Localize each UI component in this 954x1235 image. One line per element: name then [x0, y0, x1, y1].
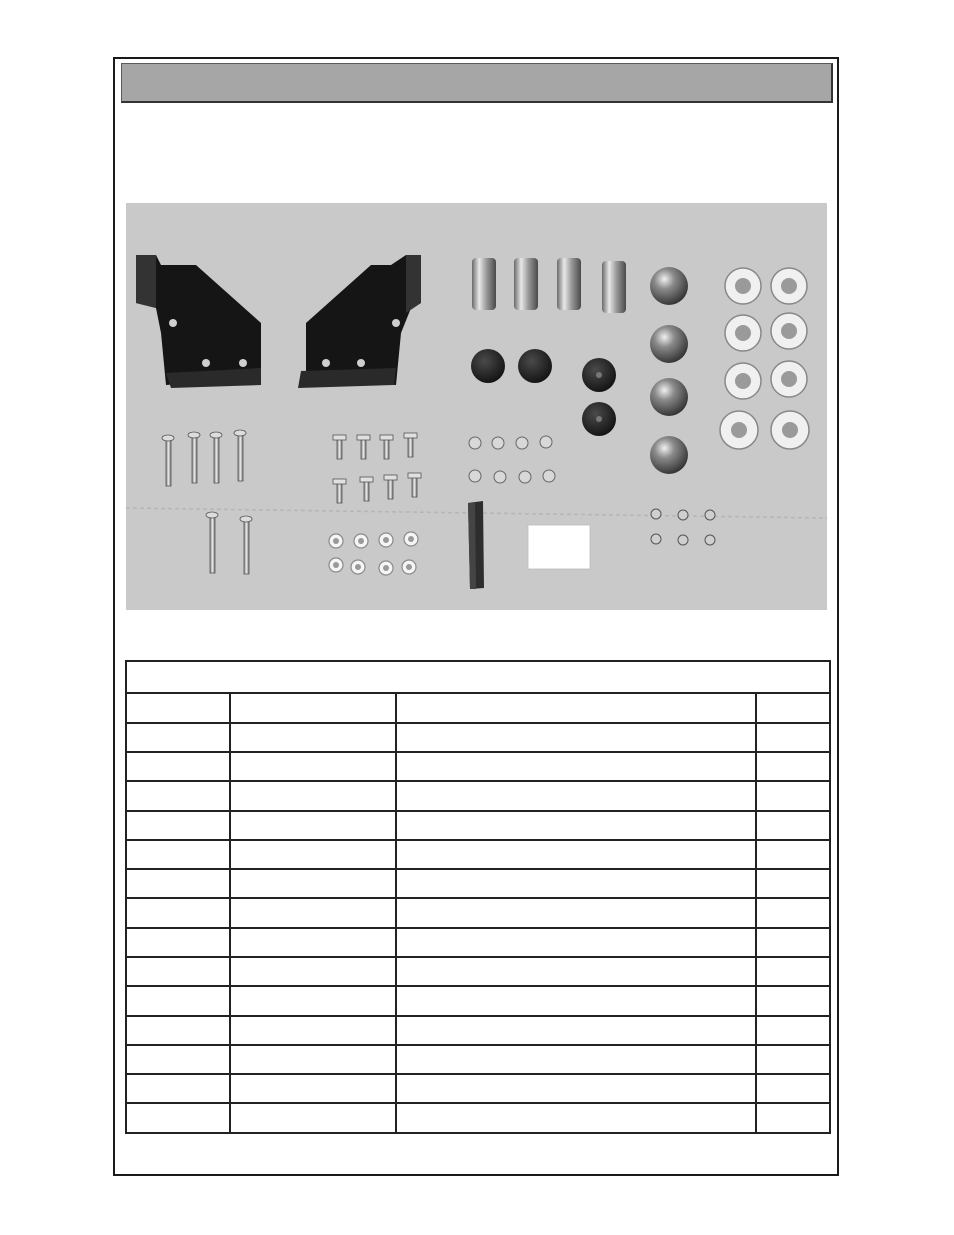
table-cell: [126, 869, 230, 898]
table-cell: [756, 898, 830, 927]
hardware-kit-photo: [126, 203, 827, 610]
column-header: [230, 693, 396, 722]
table-cell: [396, 898, 756, 927]
hex-nuts: [469, 436, 555, 483]
table-row: [126, 928, 830, 957]
rubber-bumpers: [471, 349, 616, 436]
table-caption-row: [126, 661, 830, 693]
table-cell: [396, 752, 756, 781]
table-cell: [230, 1103, 396, 1133]
table-cell: [396, 869, 756, 898]
column-header: [126, 693, 230, 722]
table-row: [126, 957, 830, 986]
parts-list-table: [125, 660, 831, 1134]
table-row: [126, 1103, 830, 1133]
table-cell: [396, 1074, 756, 1103]
table-row: [126, 752, 830, 781]
table-cell: [396, 723, 756, 752]
table-cell: [230, 986, 396, 1015]
table-cell: [126, 1045, 230, 1074]
left-bracket: [136, 255, 261, 388]
table-cell: [230, 840, 396, 869]
table-cell: [756, 928, 830, 957]
table-cell: [230, 723, 396, 752]
table-cell: [396, 1045, 756, 1074]
table-cell: [126, 1074, 230, 1103]
hardware-kit-illustration: [126, 203, 827, 610]
table-cell: [756, 1016, 830, 1045]
table-row: [126, 986, 830, 1015]
table-cell: [396, 1016, 756, 1045]
table-cell: [126, 723, 230, 752]
table-cell: [230, 1074, 396, 1103]
table-cell: [756, 752, 830, 781]
right-bracket: [298, 255, 421, 388]
table-cell: [126, 781, 230, 810]
table-cell: [230, 811, 396, 840]
table-caption: [126, 661, 830, 693]
dark-strip: [468, 501, 484, 589]
table-cell: [230, 869, 396, 898]
spacer-tubes: [472, 258, 626, 313]
long-screws: [166, 433, 249, 574]
table-cell: [756, 811, 830, 840]
table-cell: [126, 752, 230, 781]
table-cell: [396, 928, 756, 957]
table-cell: [126, 1016, 230, 1045]
table-cell: [230, 781, 396, 810]
table-cell: [126, 928, 230, 957]
table-cell: [396, 781, 756, 810]
table-cell: [126, 1103, 230, 1133]
table-cell: [756, 723, 830, 752]
table-cell: [230, 1016, 396, 1045]
short-bolts: [337, 437, 417, 503]
table-cell: [756, 986, 830, 1015]
table-cell: [230, 928, 396, 957]
table-cell: [126, 840, 230, 869]
table-cell: [396, 957, 756, 986]
table-cell: [126, 986, 230, 1015]
table-cell: [756, 957, 830, 986]
table-row: [126, 723, 830, 752]
table-cell: [126, 811, 230, 840]
table-row: [126, 1016, 830, 1045]
table-cell: [396, 986, 756, 1015]
table-header-row: [126, 693, 830, 722]
table-row: [126, 1074, 830, 1103]
table-cell: [756, 1045, 830, 1074]
table-cell: [396, 811, 756, 840]
section-title-bar: [121, 63, 833, 103]
label-card-text: [528, 525, 590, 569]
table-cell: [230, 957, 396, 986]
table-cell: [396, 1103, 756, 1133]
table-cell: [756, 781, 830, 810]
table-row: [126, 869, 830, 898]
domed-caps: [650, 267, 688, 474]
small-washers: [329, 532, 418, 575]
column-header: [396, 693, 756, 722]
table-row: [126, 781, 830, 810]
table-cell: [756, 869, 830, 898]
table-cell: [756, 1074, 830, 1103]
table-row: [126, 1045, 830, 1074]
table-row: [126, 840, 830, 869]
table-cell: [126, 957, 230, 986]
flat-washers: [720, 268, 809, 449]
table-cell: [126, 898, 230, 927]
table-cell: [230, 1045, 396, 1074]
table-row: [126, 811, 830, 840]
table-cell: [230, 898, 396, 927]
acorn-nuts: [651, 509, 715, 545]
table-cell: [756, 840, 830, 869]
table-row: [126, 898, 830, 927]
column-header: [756, 693, 830, 722]
table-cell: [756, 1103, 830, 1133]
table-cell: [396, 840, 756, 869]
table-cell: [230, 752, 396, 781]
